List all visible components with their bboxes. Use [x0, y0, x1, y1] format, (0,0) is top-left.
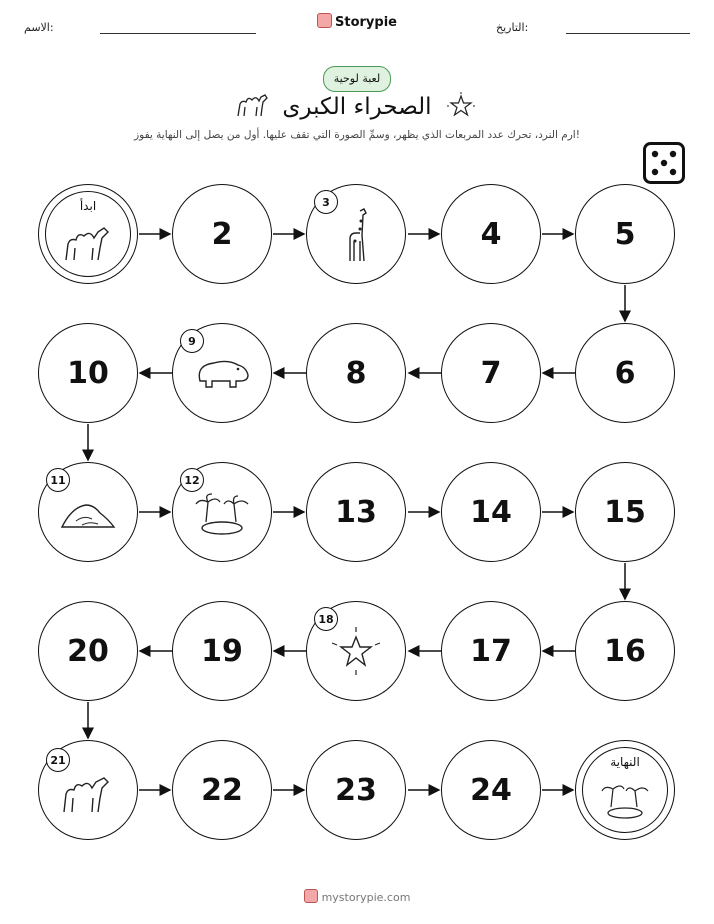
camel-icon [58, 768, 118, 818]
footer [0, 889, 714, 904]
space-11-number: 11 [46, 468, 70, 492]
space-21-number: 21 [46, 748, 70, 772]
finish-space [575, 740, 675, 840]
space-13: 13 [306, 462, 406, 562]
space-14: 14 [441, 462, 541, 562]
start-space [38, 184, 138, 284]
space-8: 8 [306, 323, 406, 423]
space-7: 7 [441, 323, 541, 423]
space-6: 6 [575, 323, 675, 423]
date-label: التاريخ: [496, 21, 529, 34]
space-20: 20 [38, 601, 138, 701]
brand-name: Storypie [335, 15, 397, 30]
name-label: الاسم: [24, 21, 54, 34]
space-18-number: 18 [314, 607, 338, 631]
space-2: 2 [172, 184, 272, 284]
space-22: 22 [172, 740, 272, 840]
space-12-number: 12 [180, 468, 204, 492]
page-title: الصحراء الكبرى [282, 94, 432, 120]
space-10: 10 [38, 323, 138, 423]
camel-icon [60, 220, 116, 266]
space-9-number: 9 [180, 329, 204, 353]
space-24: 24 [441, 740, 541, 840]
start-label: ابدأ [79, 199, 97, 213]
space-16: 16 [575, 601, 675, 701]
hippo-icon [192, 355, 252, 391]
space-19: 19 [172, 601, 272, 701]
game-type-badge: لعبة لوحية [323, 66, 391, 92]
space-5: 5 [575, 184, 675, 284]
sand-dune-icon [58, 497, 118, 533]
finish-label: النهاية [610, 755, 640, 769]
space-3-number: 3 [314, 190, 338, 214]
space-23: 23 [306, 740, 406, 840]
footer-url: mystorypie.com [321, 891, 411, 904]
oasis-icon [599, 781, 651, 821]
star-icon [328, 623, 384, 679]
oasis-icon [192, 492, 252, 536]
space-17: 17 [441, 601, 541, 701]
storypie-logo-icon [304, 889, 318, 903]
space-4: 4 [441, 184, 541, 284]
giraffe-icon [336, 207, 376, 267]
space-15: 15 [575, 462, 675, 562]
instructions: ارم النرد، تحرك عدد المربعات الذي يظهر، وسمِّ الصورة التي تقف عليها. أول من يصل إلى النهاية يفوز! [134, 129, 580, 141]
